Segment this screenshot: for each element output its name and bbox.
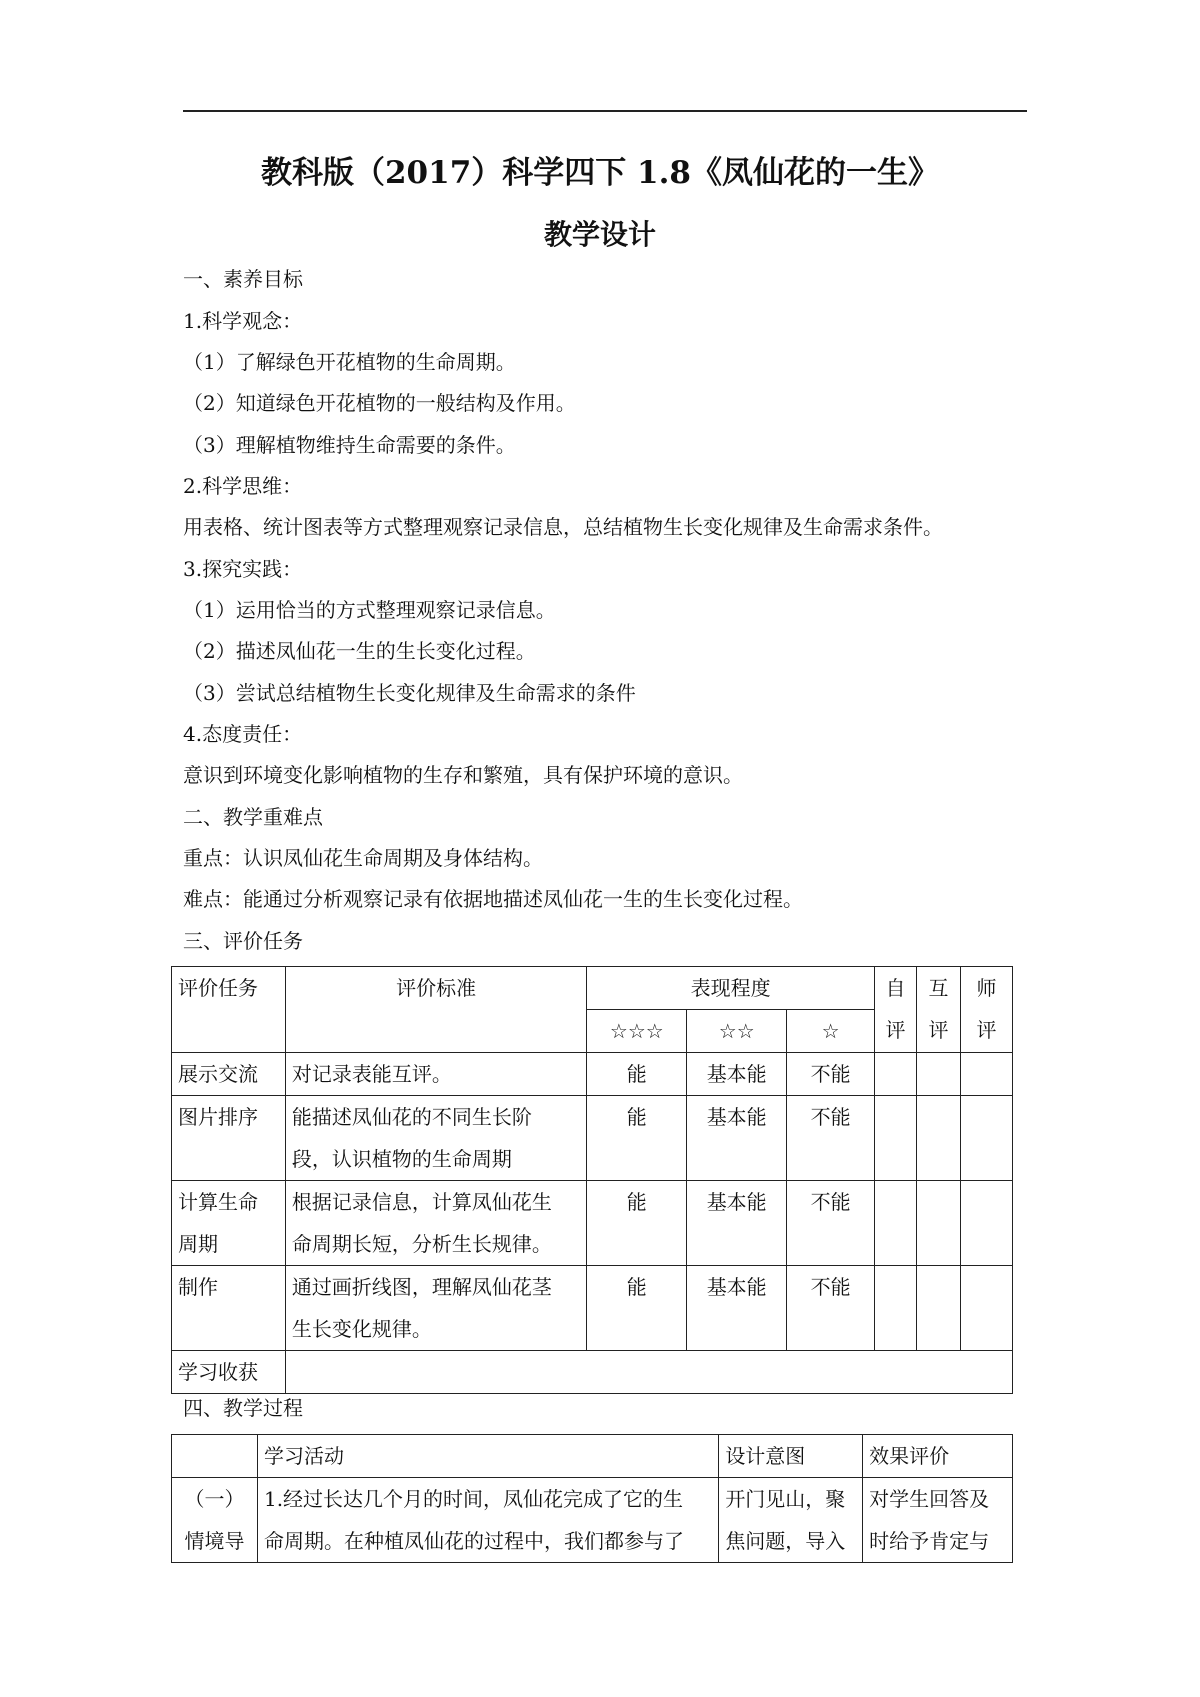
effect-cell: 对学生回答及 时给予肯定与 [863, 1478, 1013, 1563]
text-line: （2）知道绿色开花植物的一般结构及作用。 [183, 391, 576, 415]
process-header-effect: 效果评价 [863, 1435, 1013, 1478]
level-cell: 不能 [787, 1096, 875, 1181]
section-heading-goals: 一、素养目标 [183, 267, 303, 291]
table-row [172, 1181, 1013, 1266]
level-cell: 基本能 [687, 1266, 787, 1351]
standard-cell: 对记录表能互评。 [285, 1053, 587, 1096]
level-cell: 基本能 [687, 1096, 787, 1181]
self-eval-cell [875, 1096, 917, 1181]
section-heading-process: 四、教学过程 [183, 1396, 303, 1420]
peer-eval-cell [917, 1053, 961, 1096]
section-heading-evaluation: 三、评价任务 [183, 929, 303, 953]
text-line: （3）尝试总结植物生长变化规律及生命需求的条件 [183, 681, 636, 705]
process-row [172, 1478, 1013, 1563]
task-cell: 制作 [172, 1266, 286, 1351]
level-cell: 能 [587, 1181, 687, 1266]
header-standard: 评价标准 [285, 967, 587, 1053]
header-self: 自 评 [875, 967, 917, 1053]
level-cell: 能 [587, 1053, 687, 1096]
harvest-label: 学习收获 [172, 1351, 286, 1394]
process-header-blank [172, 1435, 258, 1478]
text-line: （1）运用恰当的方式整理观察记录信息。 [183, 598, 556, 622]
standard-cell: 根据记录信息，计算凤仙花生 命周期长短，分析生长规律。 [285, 1181, 587, 1266]
task-cell: 图片排序 [172, 1096, 286, 1181]
header-rule [183, 110, 1027, 112]
text-line: （3）理解植物维持生命需要的条件。 [183, 433, 516, 457]
process-header-intent: 设计意图 [719, 1435, 863, 1478]
activity-cell: 1.经过长达几个月的时间，凤仙花完成了它的生 命周期。在种植凤仙花的过程中，我们都参与了 [257, 1478, 718, 1563]
document-title: 教科版（2017）科学四下 1.8《凤仙花的一生》 [260, 155, 939, 191]
text-line: 用表格、统计图表等方式整理观察记录信息，总结植物生长变化规律及生命需求条件。 [183, 515, 943, 539]
text-line: 4.态度责任： [183, 722, 303, 746]
peer-eval-cell [917, 1096, 961, 1181]
level-cell: 不能 [787, 1053, 875, 1096]
header-two-stars: ☆☆ [687, 1010, 787, 1053]
text-line: （2）描述凤仙花一生的生长变化过程。 [183, 639, 536, 663]
text-line: （1）了解绿色开花植物的生命周期。 [183, 350, 516, 374]
table-row [172, 1266, 1013, 1351]
evaluation-table [171, 966, 1013, 1394]
self-eval-cell [875, 1181, 917, 1266]
intent-cell: 开门见山，聚 焦问题，导入 [719, 1478, 863, 1563]
harvest-content [285, 1351, 1012, 1394]
table-header-row [172, 967, 1013, 1010]
document-subtitle: 教学设计 [543, 218, 656, 251]
text-line: 重点：认识凤仙花生命周期及身体结构。 [183, 846, 543, 870]
text-line: 1.科学观念： [183, 309, 303, 333]
self-eval-cell [875, 1053, 917, 1096]
header-level: 表现程度 [587, 967, 875, 1010]
process-table [171, 1434, 1013, 1563]
text-line: 3.探究实践： [183, 557, 303, 581]
header-three-stars: ☆☆☆ [587, 1010, 687, 1053]
level-cell: 不能 [787, 1181, 875, 1266]
teacher-eval-cell [960, 1053, 1012, 1096]
table-row [172, 1096, 1013, 1181]
header-peer: 互 评 [917, 967, 961, 1053]
level-cell: 能 [587, 1096, 687, 1181]
table-row [172, 1053, 1013, 1096]
task-cell: 计算生命 周期 [172, 1181, 286, 1266]
stage-cell: （一） 情境导 [172, 1478, 258, 1563]
section-heading-key-points: 二、教学重难点 [183, 805, 323, 829]
standard-cell: 能描述凤仙花的不同生长阶 段，认识植物的生命周期 [285, 1096, 587, 1181]
standard-cell: 通过画折线图，理解凤仙花茎 生长变化规律。 [285, 1266, 587, 1351]
header-teacher: 师 评 [960, 967, 1012, 1053]
process-header-row [172, 1435, 1013, 1478]
teacher-eval-cell [960, 1181, 1012, 1266]
teacher-eval-cell [960, 1266, 1012, 1351]
teacher-eval-cell [960, 1096, 1012, 1181]
peer-eval-cell [917, 1181, 961, 1266]
peer-eval-cell [917, 1266, 961, 1351]
self-eval-cell [875, 1266, 917, 1351]
process-header-activity: 学习活动 [257, 1435, 718, 1478]
task-cell: 展示交流 [172, 1053, 286, 1096]
text-line: 2.科学思维： [183, 474, 303, 498]
text-line: 意识到环境变化影响植物的生存和繁殖，具有保护环境的意识。 [183, 763, 743, 787]
header-one-star: ☆ [787, 1010, 875, 1053]
level-cell: 基本能 [687, 1181, 787, 1266]
level-cell: 能 [587, 1266, 687, 1351]
header-task: 评价任务 [172, 967, 286, 1053]
text-line: 难点：能通过分析观察记录有依据地描述凤仙花一生的生长变化过程。 [183, 887, 803, 911]
harvest-row [172, 1351, 1013, 1394]
level-cell: 基本能 [687, 1053, 787, 1096]
level-cell: 不能 [787, 1266, 875, 1351]
